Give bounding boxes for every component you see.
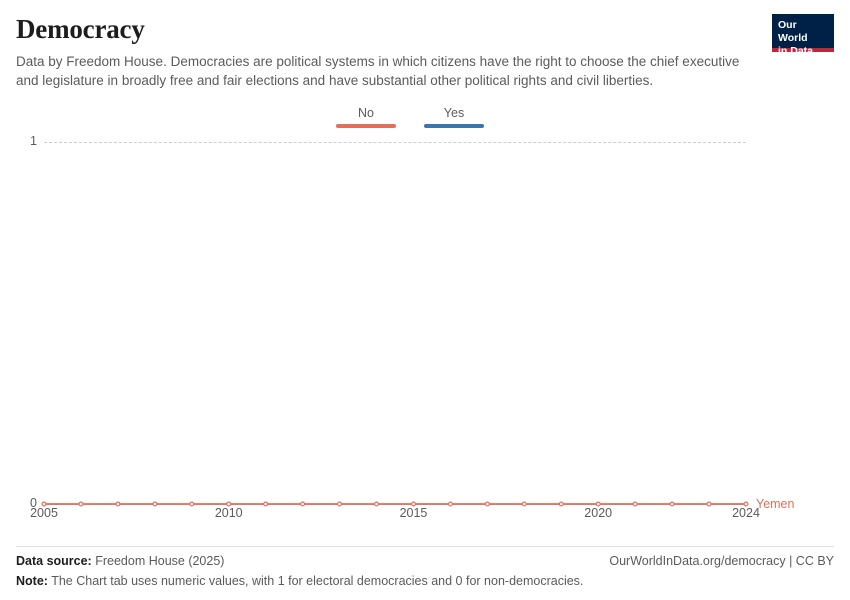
legend-swatch-yes (424, 124, 484, 128)
footer-note (16, 574, 834, 588)
x-axis (30, 506, 760, 522)
y-tick-label: 1 (30, 134, 37, 149)
plot-wrapper (16, 134, 834, 534)
chart-legend (0, 106, 834, 128)
x-tick-label: 2020 (584, 506, 613, 521)
x-tick-label: 2010 (214, 506, 243, 521)
footer-link-text: OurWorldInData.org/democracy | CC BY (609, 554, 834, 568)
series-label-yemen[interactable]: Yemen (756, 497, 795, 512)
legend-label-yes: Yes (443, 106, 465, 121)
footer-source-label: Data source: (16, 554, 92, 568)
series-layer (44, 142, 746, 504)
legend-item-yes[interactable] (424, 106, 484, 128)
x-tick-label: 2005 (30, 506, 58, 521)
y-tick-label: 0 (30, 496, 37, 511)
chart-header (16, 14, 834, 90)
owid-logo-line1: Our World (778, 19, 808, 44)
legend-item-no[interactable] (336, 106, 396, 128)
plot-area[interactable] (30, 134, 795, 512)
x-tick-label: 2015 (399, 506, 428, 521)
footer-note-label: Note: (16, 574, 48, 588)
footer-source-value: Freedom House (2025) (95, 554, 225, 568)
owid-logo-line2: in Data (778, 44, 814, 57)
footer-note-value: The Chart tab uses numeric values, with 1 for electoral democracies and 0 for non-democracies. (51, 574, 584, 588)
footer-link[interactable] (609, 554, 834, 568)
x-tick-label: 2024 (732, 506, 760, 521)
chart-subtitle: Data by Freedom House. Democracies are political systems in which citizens have the right to choose the chief executive and legislature in broadly free and fair elections and have substantial other political rights and civil liberties. (16, 54, 740, 88)
footer-source (16, 554, 224, 568)
page-title: Democracy (16, 14, 145, 44)
legend-label-no: No (358, 106, 374, 121)
chart-footer (16, 546, 834, 588)
owid-logo[interactable] (772, 14, 834, 57)
legend-swatch-no (336, 124, 396, 128)
